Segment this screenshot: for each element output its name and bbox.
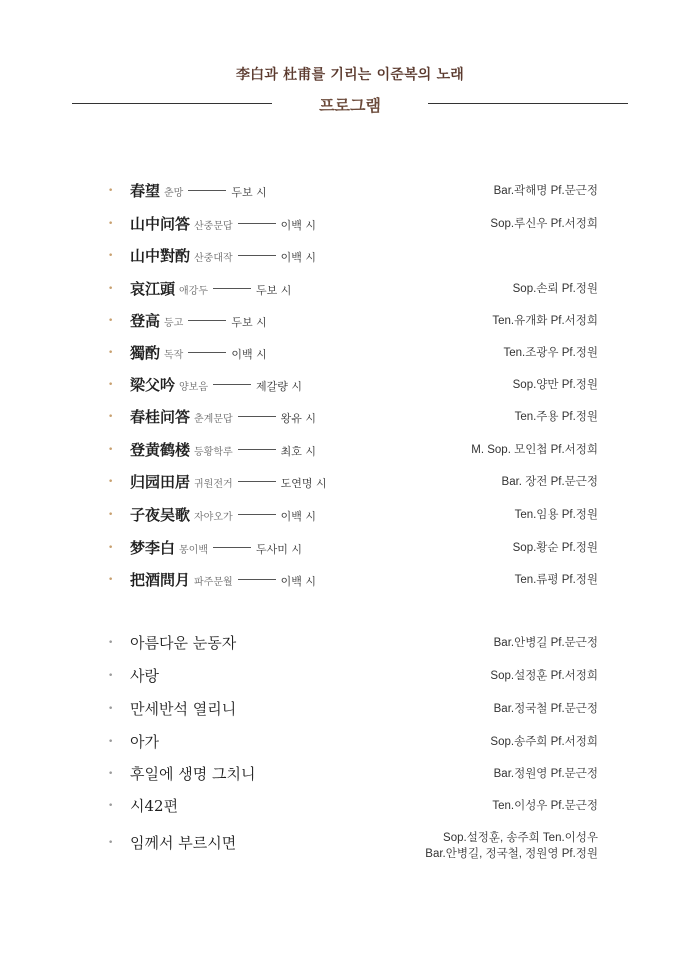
song-korean-reading: 양보음: [179, 382, 208, 393]
performers: [513, 374, 598, 396]
song-info: [130, 213, 316, 238]
performers: [471, 439, 598, 461]
bullet-icon: •: [108, 348, 114, 358]
program-item: [0, 698, 700, 722]
song-info: [130, 245, 316, 270]
poet-credit: 두보 시: [231, 316, 267, 329]
song-title: 春望: [130, 182, 161, 200]
performers: [490, 665, 598, 687]
bullet-icon: •: [108, 284, 114, 294]
performer-line: Sop.송주희 Pf.서정희: [490, 736, 598, 748]
song-title: 哀江頭: [130, 280, 176, 298]
song-title: 시42편: [130, 797, 179, 815]
song-title: 春桂问答: [130, 408, 191, 426]
bullet-icon: •: [108, 575, 114, 585]
concert-title: 李白과 杜甫를 기리는 이준복의 노래: [235, 67, 465, 83]
program-item: [0, 731, 700, 755]
performer-line: Bar.곽해명 Pf.문근정: [493, 185, 598, 197]
poet-credit: 두보 시: [256, 284, 292, 297]
song-korean-reading: 애강두: [179, 286, 208, 297]
performer-line: Bar.안병길 Pf.문근정: [493, 637, 598, 649]
bullet-icon: •: [108, 671, 114, 681]
program-item: [0, 180, 700, 204]
program-item: [0, 374, 700, 398]
song-info: [130, 665, 159, 687]
poet-credit: 이백 시: [280, 219, 317, 232]
performer-line: Bar.정국철 Pf.문근정: [493, 703, 598, 715]
bullet-icon: •: [108, 316, 114, 326]
song-info: [130, 569, 316, 594]
song-title: 獨酌: [130, 344, 161, 362]
song-info: [130, 342, 267, 367]
song-title: 山中對酌: [130, 247, 191, 265]
bullet-icon: •: [108, 380, 114, 390]
performer-line: Bar.안병길, 정국철, 정원영 Pf.정원: [425, 848, 598, 860]
poet-credit: 이백 시: [280, 510, 317, 523]
performers: [494, 763, 598, 785]
bullet-icon: •: [108, 769, 114, 779]
bullet-icon: •: [108, 737, 114, 747]
performer-line: Sop.양만 Pf.정원: [512, 379, 598, 391]
song-title: 임께서 부르시면: [130, 834, 237, 852]
bullet-icon: •: [108, 186, 114, 196]
dash-divider: [213, 384, 251, 385]
performer-line: Sop.설정훈, 송주희 Ten.이성우: [443, 832, 598, 844]
performer-line: Bar.정원영 Pf.문근정: [493, 768, 598, 780]
dash-divider: [188, 352, 226, 353]
song-info: [130, 632, 236, 654]
song-info: [130, 180, 267, 205]
dash-divider: [188, 320, 226, 321]
song-info: [130, 832, 236, 854]
song-korean-reading: 귀원전거: [194, 479, 233, 490]
performers: [490, 731, 598, 753]
song-title: 登黄鹤楼: [130, 441, 191, 459]
program-heading: 프로그램: [319, 96, 381, 115]
program-item: [0, 310, 700, 334]
performers: [515, 504, 598, 526]
dash-divider: [238, 449, 276, 450]
poet-credit: 이백 시: [280, 251, 317, 264]
program-item: [0, 569, 700, 593]
song-info: [130, 763, 255, 785]
program-item: [0, 632, 700, 656]
song-title: 梦李白: [130, 539, 176, 557]
performer-line: Sop.루신우 Pf.서정희: [490, 218, 598, 230]
poet-credit: 이백 시: [280, 575, 317, 588]
performer-line: Ten.류평 Pf.정원: [514, 574, 598, 586]
song-korean-reading: 등고: [164, 318, 184, 329]
song-title: 山中问答: [130, 215, 191, 233]
song-info: [130, 795, 178, 817]
song-info: [130, 374, 302, 399]
performers: [494, 698, 598, 720]
song-korean-reading: 독작: [164, 350, 184, 361]
heading-rule-right: [428, 103, 628, 104]
performer-line: M. Sop. 모인첩 Pf.서정희: [471, 444, 598, 456]
song-title: 登高: [130, 312, 161, 330]
dash-divider: [238, 481, 276, 482]
program-item: [0, 342, 700, 366]
song-korean-reading: 산중문답: [194, 221, 233, 232]
song-title: 归园田居: [130, 473, 191, 491]
program-item: [0, 213, 700, 237]
bullet-icon: •: [108, 704, 114, 714]
dash-divider: [213, 288, 251, 289]
poet-credit: 최호 시: [280, 445, 317, 458]
program-item: [0, 245, 700, 269]
poet-credit: 두보 시: [231, 186, 267, 199]
song-title: 梁父吟: [130, 376, 176, 394]
song-info: [130, 731, 159, 753]
dash-divider: [188, 190, 226, 191]
program-item: [0, 832, 700, 860]
performers: [492, 795, 598, 817]
dash-divider: [238, 514, 276, 515]
performers: [492, 310, 598, 332]
song-info: [130, 439, 316, 464]
bullet-icon: •: [108, 510, 114, 520]
program-item: [0, 537, 700, 561]
song-info: [130, 471, 327, 496]
song-info: [130, 504, 316, 529]
song-title: 子夜吴歌: [130, 506, 191, 524]
performer-line: Sop.황순 Pf.정원: [512, 542, 598, 554]
song-korean-reading: 산중대작: [194, 253, 233, 264]
song-title: 아름다운 눈동자: [130, 634, 237, 652]
program-item: [0, 504, 700, 528]
program-heading-row: [72, 93, 628, 115]
song-info: [130, 537, 302, 562]
dash-divider: [238, 579, 276, 580]
song-info: [130, 406, 316, 431]
song-title: 사랑: [130, 667, 159, 685]
performers: [515, 569, 598, 591]
performers: [513, 278, 598, 300]
performer-line: Sop.설정훈 Pf.서정희: [490, 670, 598, 682]
song-info: [130, 310, 267, 335]
program-item: [0, 278, 700, 302]
performer-line: Ten.임용 Pf.정원: [514, 509, 598, 521]
performers: [425, 830, 598, 862]
program-item: [0, 763, 700, 787]
performers: [502, 471, 598, 493]
song-korean-reading: 파주문월: [194, 577, 233, 588]
song-korean-reading: 자야오가: [194, 512, 233, 523]
song-title: 把酒問月: [130, 571, 191, 589]
song-korean-reading: 몽이백: [179, 545, 208, 556]
song-title: 후일에 생명 그치니: [130, 765, 256, 783]
bullet-icon: •: [108, 543, 114, 553]
bullet-icon: •: [108, 251, 114, 261]
program-item: [0, 406, 700, 430]
bullet-icon: •: [108, 477, 114, 487]
performer-line: Ten.유개화 Pf.서정희: [492, 315, 598, 327]
performer-line: Ten.주용 Pf.정원: [514, 411, 598, 423]
poet-credit: 왕유 시: [280, 412, 317, 425]
dash-divider: [238, 255, 276, 256]
bullet-icon: •: [108, 219, 114, 229]
bullet-icon: •: [108, 838, 114, 848]
dash-divider: [238, 416, 276, 417]
performers: [503, 342, 598, 364]
poet-credit: 제갈량 시: [256, 380, 303, 393]
performers: [490, 213, 598, 235]
song-korean-reading: 춘계문답: [194, 414, 233, 425]
program-item: [0, 439, 700, 463]
dash-divider: [213, 547, 251, 548]
bullet-icon: •: [108, 445, 114, 455]
poet-credit: 이백 시: [231, 348, 267, 361]
performers: [513, 537, 598, 559]
program-item: [0, 795, 700, 819]
program-item: [0, 471, 700, 495]
song-korean-reading: 등황학루: [194, 447, 233, 458]
poet-credit: 도연명 시: [280, 477, 327, 490]
performers: [515, 406, 598, 428]
performers: [494, 632, 598, 654]
dash-divider: [238, 223, 276, 224]
performers: [494, 180, 598, 202]
performer-line: Ten.이성우 Pf.문근정: [492, 800, 598, 812]
poet-credit: 두사미 시: [256, 543, 303, 556]
song-info: [130, 698, 236, 720]
performer-line: Bar. 장전 Pf.문근정: [501, 476, 598, 488]
bullet-icon: •: [108, 412, 114, 422]
program-item: [0, 665, 700, 689]
song-info: [130, 278, 291, 303]
bullet-icon: •: [108, 801, 114, 811]
performer-line: Sop.손뢰 Pf.정원: [512, 283, 598, 295]
performer-line: Ten.조광우 Pf.정원: [503, 347, 598, 359]
song-title: 만세반석 열리니: [130, 700, 237, 718]
song-title: 아가: [130, 733, 159, 751]
song-korean-reading: 춘망: [164, 188, 184, 199]
bullet-icon: •: [108, 638, 114, 648]
